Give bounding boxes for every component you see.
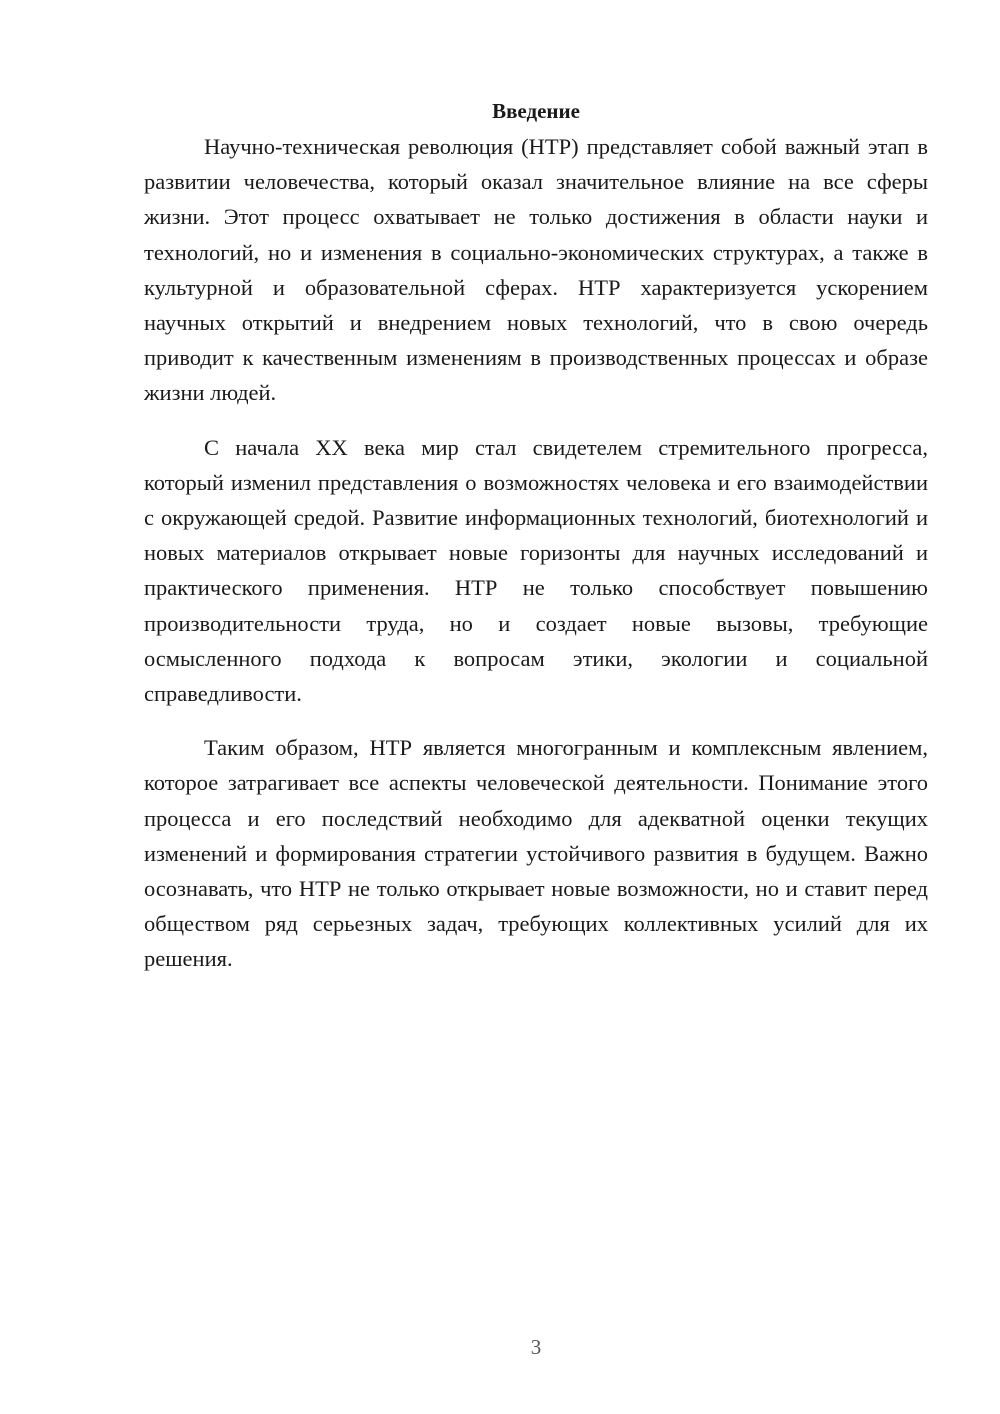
paragraph-2: С начала XX века мир стал свидетелем стремительного прогресса, который изменил представления о возможностях человека и его взаимодействии с окружающей средой. Развитие информационных технологий, биотехнологий и новых материалов открывает новые горизонты для научных исследований и практического применения. НТР не только способствует повышению производительности труда, но и создает новые вызовы, требующие осмысленного подхода к вопросам этики, экологии и социальной справедливости.: [144, 434, 928, 707]
paragraph-3: Таким образом, НТР является многогранным и комплексным явлением, которое затрагивает все аспекты человеческой деятельности. Понимание этого процесса и его последствий необходимо для адекватной оценки текущих изменений и формирования стратегии устойчивого развития в будущем. Важно осознавать, что НТР не только открывает новые возможности, но и ставит перед обществом ряд серьезных задач, требующих коллективных усилий для их решения.: [144, 735, 928, 972]
page-content: [144, 94, 928, 977]
paragraph-1: Научно-техническая революция (НТР) представляет собой важный этап в развитии человечества, который оказал значительное влияние на все сферы жизни. Этот процесс охватывает не только достижения в области науки и технологий, но и изменения в социально-экономических структурах, а также в культурной и образовательной сферах. НТР характеризуется ускорением научных открытий и внедрением новых технологий, что в свою очередь приводит к качественным изменениям в производственных процессах и образе жизни людей.: [144, 134, 928, 406]
page-number: 3: [530, 1335, 542, 1359]
section-heading: Введение: [492, 99, 580, 123]
